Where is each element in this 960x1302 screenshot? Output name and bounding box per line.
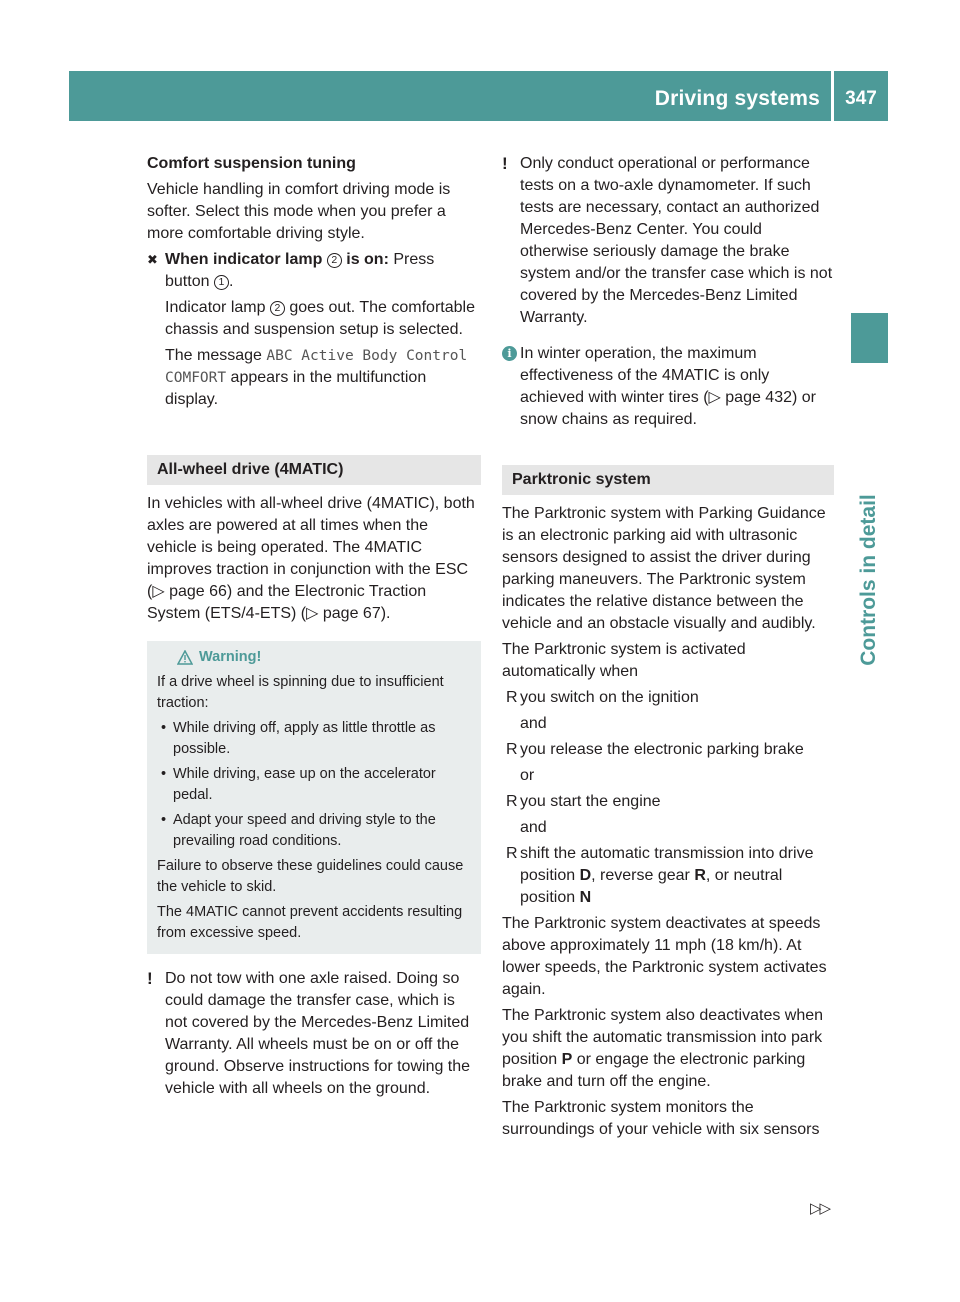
warning-bullet: • While driving off, apply as little throttle as possible. <box>161 720 436 757</box>
warning-after-1: Failure to observe these guidelines could cause the vehicle to skid. <box>157 858 464 895</box>
list-connector: or <box>520 767 535 784</box>
continue-arrows-icon: ▷▷ <box>810 1200 830 1217</box>
list-item: R you start the engine <box>506 793 661 810</box>
tow-note: ! Do not tow with one axle raised. Doing so could damage the transfer case, which is not covered by the Mercedes-Benz Limited Warranty. All wheels must be on or off the ground. Observe instructions for towing the vehicle with all wheels on the ground. <box>147 969 471 1097</box>
parktronic-p1: The Parktronic system with Parking Guidance is an electronic parking aid with ultrasonic sensors designed to assist the driver during parking maneuvers. The Parktronic system indicates the relative distance between the vehicle and an obstacle visually and audibly. <box>502 505 826 632</box>
circled-number-icon: 2 <box>270 301 285 316</box>
info-icon: i <box>502 346 517 361</box>
list-connector: and <box>520 715 547 732</box>
warning-box <box>147 641 481 954</box>
warning-bullet: • Adapt your speed and driving style to the prevailing road conditions. <box>161 812 436 849</box>
side-tab-marker <box>851 313 888 363</box>
step-action: Press button <box>165 251 435 290</box>
list-item: R you switch on the ignition <box>506 689 699 706</box>
step-condition: When indicator lamp 2 is on: <box>165 251 389 268</box>
warning-bullet: • While driving, ease up on the accelerator pedal. <box>161 766 436 803</box>
side-tab-label: Controls in detail <box>857 494 880 666</box>
parktronic-p4: The Parktronic system also deactivates when you shift the automatic transmission into park position P or engage the electronic parking brake and turn off the engine. <box>502 1007 824 1090</box>
list-connector: and <box>520 819 547 836</box>
page-number: 347 <box>845 88 877 109</box>
winter-info: i In winter operation, the maximum effectiveness of the 4MATIC is only achieved with winter tires (▷ page 432) or snow chains as required. <box>502 343 834 431</box>
step-result: Indicator lamp 2 goes out. The comfortable chassis and suspension setup is selected. <box>165 299 475 338</box>
parktronic-p3: The Parktronic system deactivates at speeds above approximately 11 mph (18 km/h). At lower speeds, the Parktronic system activates again. <box>502 915 827 998</box>
comfort-intro: Vehicle handling in comfort driving mode is softer. Select this mode when you prefer a more comfortable driving style. <box>147 181 451 242</box>
comfort-step: ✖ When indicator lamp 2 is on: Press button 1 . Indicator lamp 2 goes out. The comfortable chassis and suspension setup is selected. The message ABC Active Body Control COMFORT appears in the multifunction display. <box>147 249 481 411</box>
step-message: The message ABC Active Body Control COMFORT appears in the multifunction display. <box>165 347 468 408</box>
display-message-code: ABC Active Body Control COMFORT <box>165 348 468 386</box>
step-arrow-icon: ✖ <box>147 252 158 267</box>
left-column <box>147 153 481 1104</box>
dyno-note: ! Only conduct operational or performance tests on a two-axle dynamometer. If such tests are necessary, contact an authorized Mercedes-Benz Center. You could otherwise seriously damage the brake system and/or the transfer case which is not covered by the Mercedes-Benz Limited Warranty. <box>502 154 833 326</box>
circled-number-icon: 1 <box>214 275 229 290</box>
section-heading-awd: All-wheel drive (4MATIC) <box>147 455 481 485</box>
warning-triangle-icon <box>177 650 193 665</box>
exclamation-icon: ! <box>147 969 153 988</box>
parktronic-p5: The Parktronic system monitors the surroundings of your vehicle with six sensors <box>502 1099 820 1138</box>
comfort-title: Comfort suspension tuning <box>147 155 356 172</box>
warning-intro: If a drive wheel is spinning due to insufficient traction: <box>157 674 444 711</box>
right-column <box>502 153 834 1145</box>
awd-body: In vehicles with all-wheel drive (4MATIC), both axles are powered at all times when the vehicle is being operated. The 4MATIC improves traction in conjunction with the ESC (▷ page 66) and the Electronic Traction System (ETS/4-ETS) (▷ page 67). <box>147 495 475 622</box>
list-item: R you release the electronic parking brake <box>506 741 804 758</box>
parktronic-p2: The Parktronic system is activated automatically when <box>502 641 746 680</box>
page-section-title: Driving systems <box>654 87 820 110</box>
section-heading-parktronic: Parktronic system <box>502 465 834 495</box>
warning-after-2: The 4MATIC cannot prevent accidents resulting from excessive speed. <box>157 904 463 941</box>
exclamation-icon: ! <box>502 154 508 173</box>
warning-title: Warning! <box>157 647 471 668</box>
list-item: R shift the automatic transmission into drive position D, reverse gear R, or neutral position N <box>506 845 814 906</box>
circled-number-icon: 2 <box>327 253 342 268</box>
